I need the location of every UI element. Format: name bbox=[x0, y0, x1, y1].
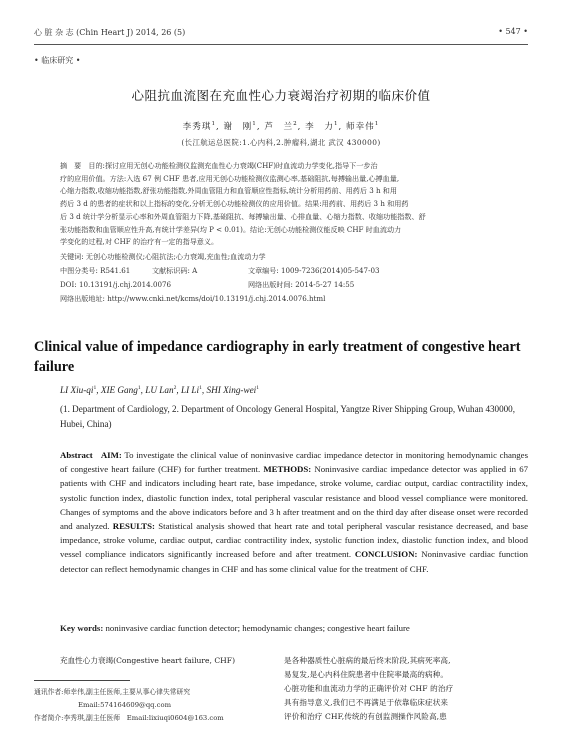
body-line: 充血性心力衰竭(Congestive heart failure, CHF) bbox=[60, 656, 236, 665]
abstract-line: 后 3 d 统计学分析显示心率和外周血管阻力下降,基础阻抗、每搏输出量、心排血量、心缩力指数、收缩功能指数、舒 bbox=[60, 211, 426, 221]
chinese-author-list: 李秀琪$^1$, 谢 刚$^1$, 芦 兰$^2$, 李 力$^1$, 师幸伟$^1$ bbox=[182, 121, 380, 132]
abstract-line: 学变化的过程,对 CHF 的治疗有一定的指导意义。 bbox=[60, 237, 219, 247]
results-text: Statistical analysis showed that heart rate and total peripheral vascular resistance decreased, and base impedance, stroke volume, cardiac output, cardiac contractility index, systolic function index, diastolic function index, and blood vessel compliance indicators significantly increased before and after treatment. bbox=[60, 521, 528, 560]
running-head bbox=[34, 27, 528, 38]
chinese-abstract bbox=[60, 160, 506, 249]
chinese-title: 心阻抗血流图在充血性心力衰竭治疗初期的临床价值 bbox=[131, 88, 431, 103]
author-intro: 作者简介:李秀琪,副主任医师 Email:lixiuqi0604@163.com bbox=[34, 714, 224, 722]
classification-row bbox=[60, 266, 380, 276]
body-line: 是各种器质性心脏病的最后终末阶段,其病死率高, bbox=[284, 656, 451, 665]
en-author: LU Lan$^2$ bbox=[145, 385, 177, 396]
en-author: XIE Gang$^1$ bbox=[100, 385, 141, 396]
header-divider bbox=[34, 44, 528, 45]
chinese-affiliation: (长江航运总医院:1.心内科,2.肿瘤科,湖北 武汉 430000) bbox=[181, 138, 381, 147]
abstract-line: 疗的应用价值。方法:入选 67 例 CHF 患者,应用无创心功能检测仪监测心率,基础阻抗,每搏输出量,心搏血量, bbox=[60, 173, 400, 183]
aim-label: AIM: bbox=[100, 450, 122, 460]
keywords-label: Key words: bbox=[60, 623, 104, 633]
abstract-line: 药后 3 d 的患者的症状和以上指标的变化,分析无创心功能检测仪的应用价值。结果:用药前、用药后 3 h 和用药 bbox=[60, 199, 409, 209]
results-label: RESULTS: bbox=[112, 521, 155, 532]
en-author: LI Li$^1$ bbox=[180, 385, 202, 396]
aim-text: To investigate the clinical value of noninvasive cardiac impedance detector in monitoring hemodynamic changes of congestive heart failure (CHF) for further treatment. bbox=[60, 450, 528, 475]
keywords-text: noninvasive cardiac function detector; hemodynamic changes; congestive heart failure bbox=[103, 623, 410, 633]
corresponding-email: Email:574164609@qq.com bbox=[78, 701, 172, 709]
english-abstract bbox=[60, 448, 528, 576]
cn-author: 芦 兰$^2$ bbox=[264, 121, 298, 132]
journal-citation: 心 脏 杂 志 (Chin Heart J) 2014, 26 (5) bbox=[34, 28, 186, 37]
document-code: 文献标识码: A bbox=[152, 266, 198, 275]
cn-author: 师幸伟$^1$ bbox=[345, 121, 380, 132]
online-url-link[interactable]: 网络出版地址: http://www.cnki.net/kcms/doi/10.13191/j.chj.2014.0076.html bbox=[60, 294, 326, 303]
methods-text: Noninvasive cardiac impedance detector was applied in 67 patients with CHF and indicators including heart rate, base impedance, stroke volume, cardiac output, cardiac contractility index, systolic function index, diastolic function index, total peripheral vascular resistance and blood vessel compliance were monitored. Changes of symptoms and the above indicators before and 3 h after treatment and on the third day after disease onset were recorded and analyzed. bbox=[60, 464, 528, 532]
cn-author: 李秀琪$^1$ bbox=[182, 121, 217, 132]
clc-number: 中图分类号: R541.61 bbox=[60, 266, 131, 275]
english-keywords bbox=[60, 623, 528, 633]
chinese-keywords: 关键词: 无创心功能检测仪;心阻抗法;心力衰竭,充血性;血流动力学 bbox=[60, 252, 266, 261]
body-line: 具有指导意义,我们已不再满足于依靠临床症状来 bbox=[284, 698, 449, 707]
en-author: SHI Xing-wei$^1$ bbox=[206, 385, 260, 396]
doi-row bbox=[60, 280, 354, 290]
cn-author: 李 力$^1$ bbox=[305, 121, 339, 132]
english-title: Clinical value of impedance cardiography in early treatment of congestive heart failure bbox=[34, 339, 521, 375]
english-author-list: LI Xiu-$qi^1$, XIE Gang$^1$, LU Lan$^2$, LI Li$^1$, SHI Xing-wei$^1$ bbox=[60, 385, 260, 396]
abstract-line: 心缩力指数,收缩功能指数,舒张功能指数,外周血管阻力和血管顺应性指标,统计分析用药前、用药后 3 h 和用 bbox=[60, 186, 397, 196]
body-line: 易复发,是心内科住院患者中住院率最高的病种。 bbox=[284, 670, 449, 679]
doi: DOI: 10.13191/j.chj.2014.0076 bbox=[60, 280, 171, 289]
page-number: • 547 • bbox=[498, 27, 528, 36]
article-number: 文章编号: 1009-7236(2014)05-547-03 bbox=[248, 266, 380, 275]
body-line: 心脏功能和血流动力学的正确评价对 CHF 的治疗 bbox=[284, 684, 454, 693]
section-label: • 临床研究 • bbox=[34, 56, 81, 65]
abstract-line: 摘 要 目的:探讨应用无创心功能检测仪监测充血性心力衰竭(CHF)时血流动力学变化,指导下一步治 bbox=[60, 161, 378, 170]
en-author: LI Xiu-$qi^1$ bbox=[60, 385, 97, 396]
footnotes bbox=[34, 686, 279, 725]
methods-label: METHODS: bbox=[263, 464, 312, 475]
abstract-line: 张功能指数和血管顺应性升高,有统计学差异(均 P < 0.01)。结论:无创心功能检测仪能反映 CHF 时血流动力 bbox=[60, 224, 402, 234]
cn-author: 谢 刚$^1$ bbox=[223, 121, 257, 132]
body-right-column bbox=[284, 654, 528, 724]
corresponding-author: 通讯作者:师幸伟,副主任医师,主要从事心律失常研究 bbox=[34, 688, 191, 696]
conclusion-text: Noninvasive cardiac function detector can reflect hemodynamic changes in CHF and has some clinical value for the treatment of CHF. bbox=[60, 549, 528, 574]
conclusion-label: CONCLUSION: bbox=[354, 549, 418, 560]
body-left-column bbox=[60, 654, 280, 667]
english-affiliation: (1. Department of Cardiology, 2. Department of Oncology General Hospital, Yangtze River Shipping Group, Wuhan 430000, Hubei, China) bbox=[60, 404, 515, 429]
abstract-heading: Abstract bbox=[60, 450, 93, 460]
body-line: 评价和治疗 CHF,传统的有创监测操作风险高,患 bbox=[284, 712, 447, 721]
online-date: 网络出版时间: 2014-5-27 14:55 bbox=[248, 280, 355, 289]
footnote-divider bbox=[34, 680, 130, 681]
